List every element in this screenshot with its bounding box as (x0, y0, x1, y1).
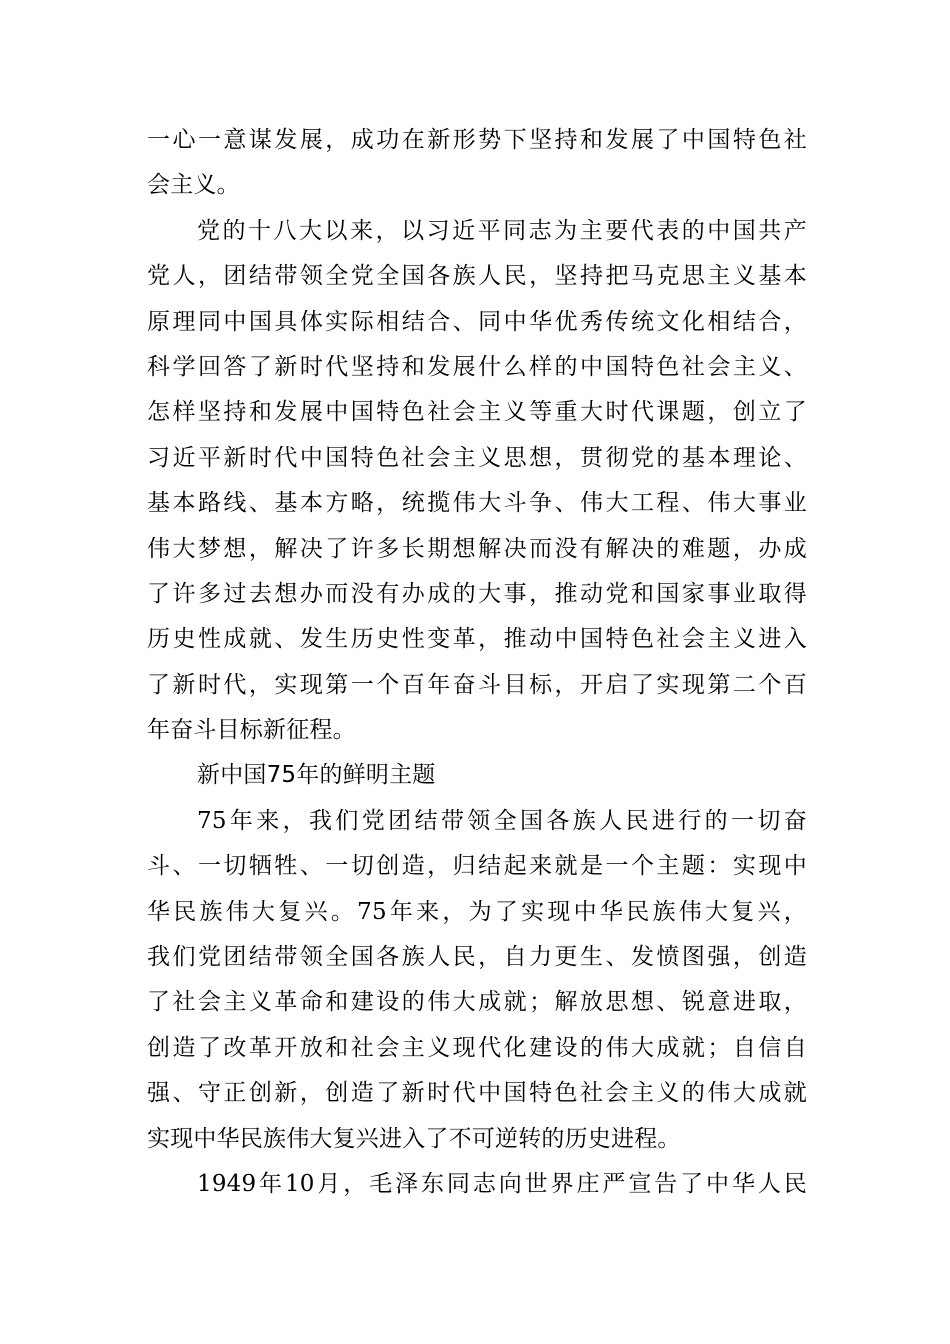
paragraph-first-line: 党的十八大以来，以习近平同志为主要代表的中国共产 (197, 217, 807, 244)
text-line: 一心一意谋发展，成功在新形势下坚持和发展了中国特色社 (147, 127, 807, 153)
text-line: 怎样坚持和发展中国特色社会主义等重大时代课题，创立了 (147, 399, 807, 426)
paragraph-first-line: 1949年10月，毛泽东同志向世界庄严宣告了中华人民 (197, 1170, 807, 1197)
text-line: 实现中华民族伟大复兴进入了不可逆转的历史进程。 (147, 1125, 681, 1152)
text-line: 原理同中国具体实际相结合、同中华优秀传统文化相结合， (147, 308, 807, 335)
text-line: 历史性成就、发生历史性变革，推动中国特色社会主义进入 (147, 626, 807, 653)
text-line: 斗、一切牺牲、一切创造，归结起来就是一个主题：实现中 (147, 853, 807, 880)
text-line: 科学回答了新时代坚持和发展什么样的中国特色社会主义、 (147, 353, 807, 380)
text-line: 基本路线、基本方略，统揽伟大斗争、伟大工程、伟大事业 (147, 490, 807, 517)
text-line: 年奋斗目标新征程。 (147, 717, 356, 744)
text-line: 会主义。 (147, 172, 240, 199)
text-line: 了许多过去想办而没有办成的大事，推动党和国家事业取得 (147, 580, 807, 607)
text-line: 华民族伟大复兴。75年来，为了实现中华民族伟大复兴， (147, 898, 807, 925)
text-line: 强、守正创新，创造了新时代中国特色社会主义的伟大成就 (147, 1080, 807, 1107)
section-heading: 新中国75年的鲜明主题 (197, 762, 436, 789)
body-text (147, 118, 807, 1207)
text-line: 创造了改革开放和社会主义现代化建设的伟大成就；自信自 (147, 1034, 807, 1061)
text-line: 我们党团结带领全国各族人民，自力更生、发愤图强，创造 (147, 944, 807, 971)
paragraph-first-line: 75年来，我们党团结带领全国各族人民进行的一切奋 (197, 807, 807, 834)
text-line: 习近平新时代中国特色社会主义思想，贯彻党的基本理论、 (147, 444, 807, 471)
text-line: 了社会主义革命和建设的伟大成就；解放思想、锐意进取， (147, 989, 807, 1016)
text-line: 伟大梦想，解决了许多长期想解决而没有解决的难题，办成 (147, 535, 807, 562)
text-line: 了新时代，实现第一个百年奋斗目标，开启了实现第二个百 (147, 671, 807, 698)
text-line: 党人，团结带领全党全国各族人民，坚持把马克思主义基本 (147, 263, 807, 290)
